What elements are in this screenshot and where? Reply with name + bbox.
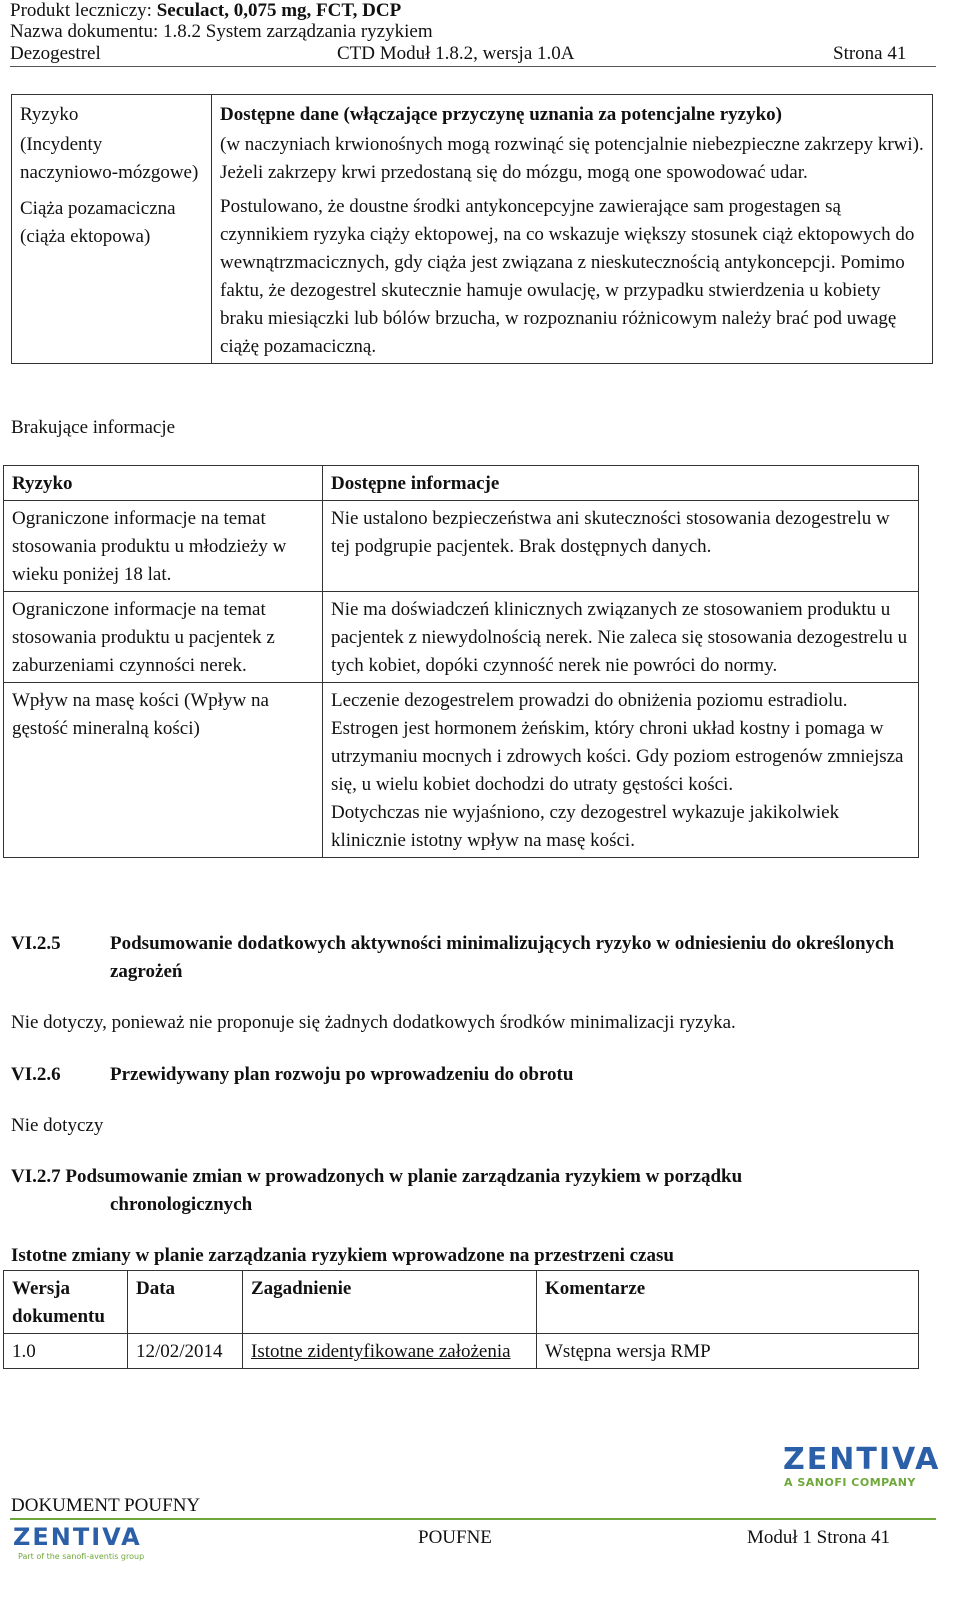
section-number: VI.2.5 [11, 933, 61, 954]
table-row [4, 683, 919, 858]
missing-col-risk: Ryzyko [4, 466, 323, 501]
header-substance: Dezogestrel [10, 43, 101, 64]
section-number: VI.2.7 [11, 1166, 61, 1187]
header-product-line [10, 0, 401, 22]
risk-title: Ryzyko [20, 104, 79, 125]
footer-logo-sub: Part of the sanofi-aventis group [18, 1552, 145, 1561]
footer-center: POUFNE [418, 1527, 492, 1548]
table-cell: Wpływ na masę kości (Wpływ na gęstość mineralną kości) [4, 683, 323, 858]
data-column-cell [212, 95, 933, 364]
table-cell: Nie ustalono bezpieczeństwa ani skuteczności stosowania dezogestrelu w tej podgrupie pacjentek. Brak dostępnych danych. [323, 501, 919, 592]
table-cell: Wstępna wersja RMP [537, 1334, 919, 1369]
risk-column-cell [12, 95, 212, 364]
table-cell: Istotne zidentyfikowane założenia [243, 1334, 537, 1369]
section-number: VI.2.6 [11, 1064, 61, 1085]
product-name: Seculact, 0,075 mg, FCT, DCP [156, 0, 402, 21]
footer-logo: ZENTIVA [13, 1523, 142, 1551]
table-cell: Nie ma doświadczeń klinicznych związanych ze stosowaniem produktu u pacjentek z niewydolnością nerek. Nie zaleca się stosowania dezogestrelu u tych kobiet, dopóki czynność nerek nie powróci do normy. [323, 592, 919, 683]
section-title: Przewidywany plan rozwoju po wprowadzeniu do obrotu [110, 1064, 574, 1085]
zentiva-logo: ZENTIVA [783, 1442, 941, 1477]
missing-info-table [3, 465, 919, 858]
header-doc-name: Nazwa dokumentu: 1.8.2 System zarządzania ryzykiem [10, 21, 433, 42]
section-body: Nie dotyczy, ponieważ nie proponuje się żadnych dodatkowych środków minimalizacji ryzyka. [11, 1012, 736, 1033]
changes-heading: Istotne zmiany w planie zarządzania ryzykiem wprowadzone na przestrzeni czasu [11, 1245, 674, 1266]
header-page: Strona 41 [833, 43, 907, 64]
header-module: CTD Moduł 1.8.2, wersja 1.0A [337, 43, 575, 64]
risk-item: (Incydenty naczyniowo-mózgowe) [20, 134, 199, 183]
data-title: Dostępne dane (włączające przyczynę uznania za potencjalne ryzyko) [220, 104, 782, 125]
table-cell: Ograniczone informacje na temat stosowania produktu u młodzieży w wieku poniżej 18 lat. [4, 501, 323, 592]
risk-data-table [11, 94, 933, 364]
col-topic: Zagadnienie [243, 1271, 537, 1334]
col-date: Data [128, 1271, 243, 1334]
col-version: Wersja dokumentu [4, 1271, 128, 1334]
data-paragraph: (w naczyniach krwionośnych mogą rozwinąć się potencjalnie niebezpieczne zakrzepy krwi). Jeżeli zakrzepy krwi przedostaną się do mózgu, mogą one spowodować udar. [220, 134, 924, 183]
footer-divider [10, 1518, 936, 1520]
logo-tagline: A SANOFI COMPANY [784, 1476, 916, 1489]
section-title: Podsumowanie zmian w prowadzonych w planie zarządzania ryzykiem w porządku [65, 1166, 743, 1187]
changes-table [3, 1270, 919, 1369]
header-divider [10, 66, 936, 67]
missing-info-heading: Brakujące informacje [11, 417, 176, 438]
table-cell: 1.0 [4, 1334, 128, 1369]
risk-item: Ciąża pozamaciczna (ciąża ektopowa) [20, 198, 176, 247]
footer-page: Moduł 1 Strona 41 [747, 1527, 891, 1548]
data-paragraph: Postulowano, że doustne środki antykoncepcyjne zawierające sam progestagen są czynnikiem ryzyka ciąży ektopowej, na co wskazuje większy stosunek ciąż ektopowych do wewnątrzmacicznych, gdy ciąża jest związana z nieskutecznością antykoncepcji. Pomimo faktu, że dezogestrel skutecznie hamuje owulację, w przypadku stwierdzenia u kobiety braku miesiączki lub bólów brzucha, w rozpoznaniu różnicowym należy brać pod uwagę ciążę pozamaciczną. [220, 196, 915, 357]
footer-confidential: DOKUMENT POUFNY [11, 1495, 201, 1516]
table-cell: 12/02/2014 [128, 1334, 243, 1369]
table-cell: Ograniczone informacje na temat stosowania produktu u pacjentek z zaburzeniami czynności nerek. [4, 592, 323, 683]
product-label: Produkt leczniczy: [10, 0, 152, 21]
table-row [4, 1334, 919, 1369]
section-title-cont: chronologicznych [110, 1194, 253, 1215]
section-body: Nie dotyczy [11, 1115, 104, 1136]
table-cell: Leczenie dezogestrelem prowadzi do obniżenia poziomu estradiolu. Estrogen jest hormonem żeńskim, który chroni układ kostny i pomaga w utrzymaniu mocnych i zdrowych kości. Gdy poziom estrogenów zmniejsza się, u wielu kobiet dochodzi do utraty gęstości kości. Dotychczas nie wyjaśniono, czy dezogestrel wykazuje jakikolwiek klinicznie istotny wpływ na masę kości. [323, 683, 919, 858]
missing-col-info: Dostępne informacje [323, 466, 919, 501]
table-row [4, 592, 919, 683]
table-row [4, 501, 919, 592]
col-comment: Komentarze [537, 1271, 919, 1334]
section-heading [11, 1163, 742, 1191]
section-title: Podsumowanie dodatkowych aktywności minimalizujących ryzyko w odniesieniu do określonych zagrożeń [110, 933, 895, 982]
